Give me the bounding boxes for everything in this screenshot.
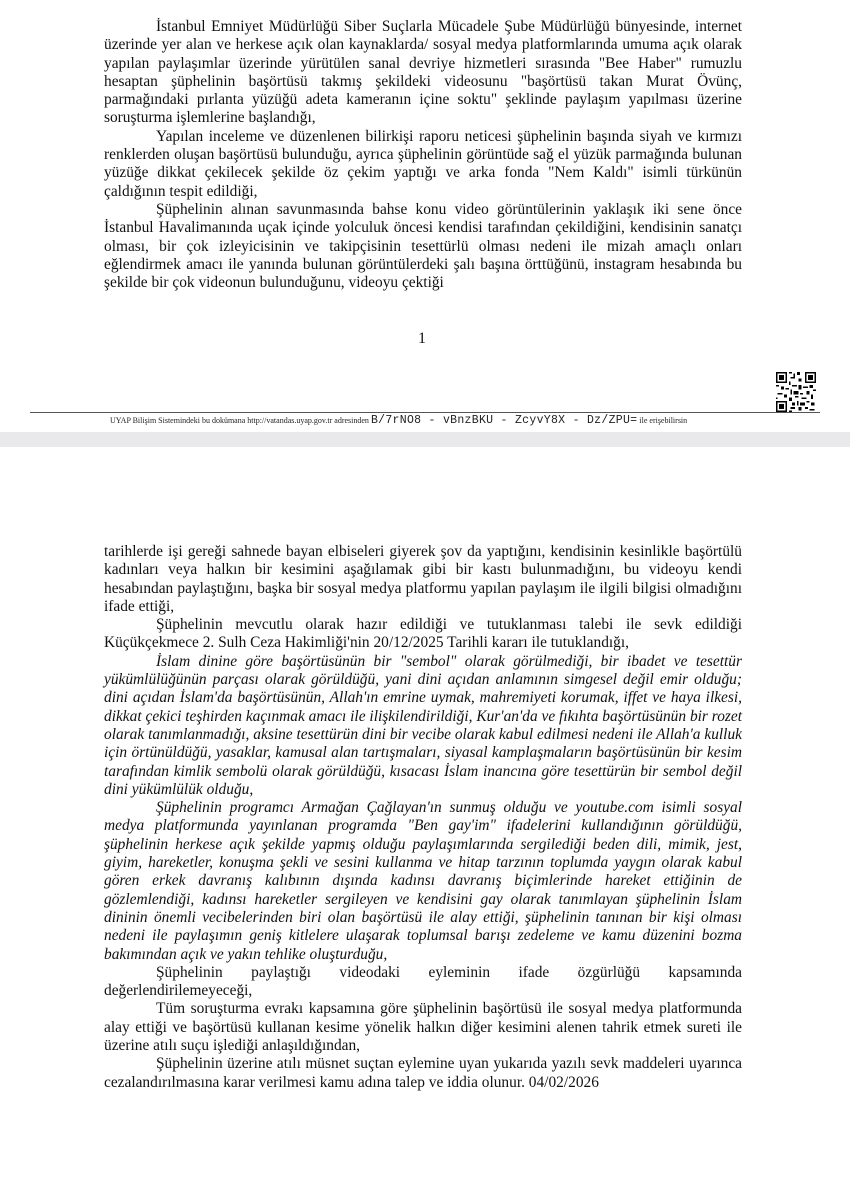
qr-code-icon	[776, 372, 816, 412]
uyap-footer	[110, 414, 790, 427]
verification-code: B/7rNO8 - vBnzBKU - ZcyvY8X - Dz/ZPU=	[370, 414, 638, 427]
paragraph: Şüphelinin mevcutlu olarak hazır edildiği ve tutuklanması talebi ile sevk edildiği Küçükçekmece 2. Sulh Ceza Hakimliği'nin 20/12/2025 Tarihli kararı ile tutuklandığı,	[104, 616, 742, 652]
paragraph: Tüm soruşturma evrakı kapsamına göre şüphelinin başörtüsü ile sosyal medya platformunda alay ettiği ve başörtüsü kullanan kesime yönelik halkın diğer kesimini alenen tahrik etmek sureti ile üzerine atılı suçu işlediği anlaşıldığından,	[104, 1000, 742, 1055]
document-page-1	[0, 0, 850, 432]
footer-prefix: UYAP Bilişim Sistemindeki bu dokümana http://vatandas.uyap.gov.tr adresinden	[110, 416, 369, 425]
paragraph: Şüphelinin programcı Armağan Çağlayan'ın sunmuş olduğu ve youtube.com isimli sosyal medya platformunda yayınlanan programda "Ben gay'im" ifadelerini kullandığının görüldüğü, şüphelinin herkese açık şekilde yapmış olduğu paylaşımlarında sergilediği beden dili, mimik, jest, giyim, hareketler, konuşma şekli ve sesini kullanma ve hitap tarzının toplumda yaygın olarak kabul gören erkek davranış kalıbının dışında kadınsı davranış biçimlerinde hareket ettiğinin de gözlemlendiği, kadınsı hareketler sergileyen ve kendisini gay olarak tanımlayan şüphelinin İslam dininin önemli vecibelerinden biri olan başörtüsü ile alay ettiği, şüphelinin tanınan bir kişi olması nedeni ile paylaşımın geniş kitlelere ulaşarak toplumsal barışı zedeleme ve kamu düzenini bozma bakımından açık ve yakın tehlike oluşturduğu,	[104, 799, 742, 963]
paragraph: Yapılan inceleme ve düzenlenen bilirkişi raporu neticesi şüphelinin başında siyah ve kırmızı renklerden oluşan başörtüsü bulunduğu, ayrıca şüphelinin görüntüde sağ el yüzük parmağında bulunan yüzüğe dikkat çekilecek şekilde öz çekim yaptığı ve arka fonda "Nem Kaldı" isimli türkünün çaldığının tespit edildiği,	[104, 127, 742, 200]
page-number: 1	[418, 330, 426, 347]
paragraph: tarihlerde işi gereği sahnede bayan elbiseleri giyerek şov da yaptığını, kendisinin kesinlikle başörtülü kadınları veya halkın bir kesimini aşağılamak gibi bir kastı bulunmadığını, bu videoyu kendi hesabından paylaştığını, başka bir sosyal medya platformu yapılan paylaşım ile ilgili bilgisi olmadığını ifade ettiği,	[104, 543, 742, 615]
document-page-2	[0, 447, 850, 1200]
paragraph: Şüphelinin üzerine atılı müsnet suçtan eylemine uyan yukarıda yazılı sevk maddeleri uyarınca cezalandırılmasına karar verilmesi kamu adına talep ve iddia olunur. 04/02/2026	[104, 1055, 742, 1091]
footer-divider	[30, 412, 820, 413]
paragraph: Şüphelinin alınan savunmasında bahse konu video görüntülerinin yaklaşık iki sene önce İstanbul Havalimanında uçak içinde yolculuk öncesi kendisi tarafından çekildiğini, kendisinin sanatçı olması, bir çok izleyicisinin ve takipçisinin tesettürlü olması nedeni ile mizah amaçlı onları eğlendirmek amacı ile yanında bulunan görüntülerdeki şalı başına örttüğünü, instagram hesabında bu şekilde bir çok videonun bulunduğunu, videoyu çektiği	[104, 200, 742, 292]
paragraph: İstanbul Emniyet Müdürlüğü Siber Suçlarla Mücadele Şube Müdürlüğü bünyesinde, internet üzerinde yer alan ve herkese açık olan kaynaklarda/ sosyal medya platformlarında umuma açık olarak yapılan paylaşımlar üzerinde yürütülen sanal devriye hizmetleri sırasında "Bee Haber" rumuzlu hesaptan şüphelinin başörtüsü takmış şekildeki videosunu "başörtüsü takan Murat Övünç, parmağındaki pırlanta yüzüğü adeta kameranın içine soktu" şeklinde paylaşım yapılması üzerine soruşturma işlemlerine başlandığı,	[104, 18, 742, 127]
page-2-body	[104, 543, 742, 1092]
paragraph: İslam dinine göre başörtüsünün bir "sembol" olarak görülmediği, bir ibadet ve tesettür yükümlülüğünün parçası olarak görüldüğü, yani dini açıdan anlamının simgesel değil emir olduğu; dini açıdan İslam'da başörtüsünün, Allah'ın emrine uymak, mahremiyeti korumak, iffet ve haya ilkesi, dikkat çekici teşhirden kaçınmak amacı ile ilişkilendirildiği, Kur'an'da ve fıkıhta başörtüsünün bir rozet olarak tanımlanmadığı, aksine tesettürün dini bir vecibe olarak kabul edilmesi nedeni ile Allah'a kulluk için örtünüldüğü, yasaklar, kamusal alan tartışmaları, siyasal kamplaşmaların başörtüsünün bir kesim tarafından kimlik sembolü olarak görüldüğü, kısacası İslam inancına göre tesettürün bir sembol değil dini yükümlülük olduğu,	[104, 652, 742, 798]
page-1-body	[104, 18, 742, 292]
footer-suffix: ile erişebilirsin	[639, 416, 688, 425]
paragraph: Şüphelinin paylaştığı videodaki eyleminin ifade özgürlüğü kapsamında değerlendirilemeyeceği,	[104, 963, 742, 1000]
